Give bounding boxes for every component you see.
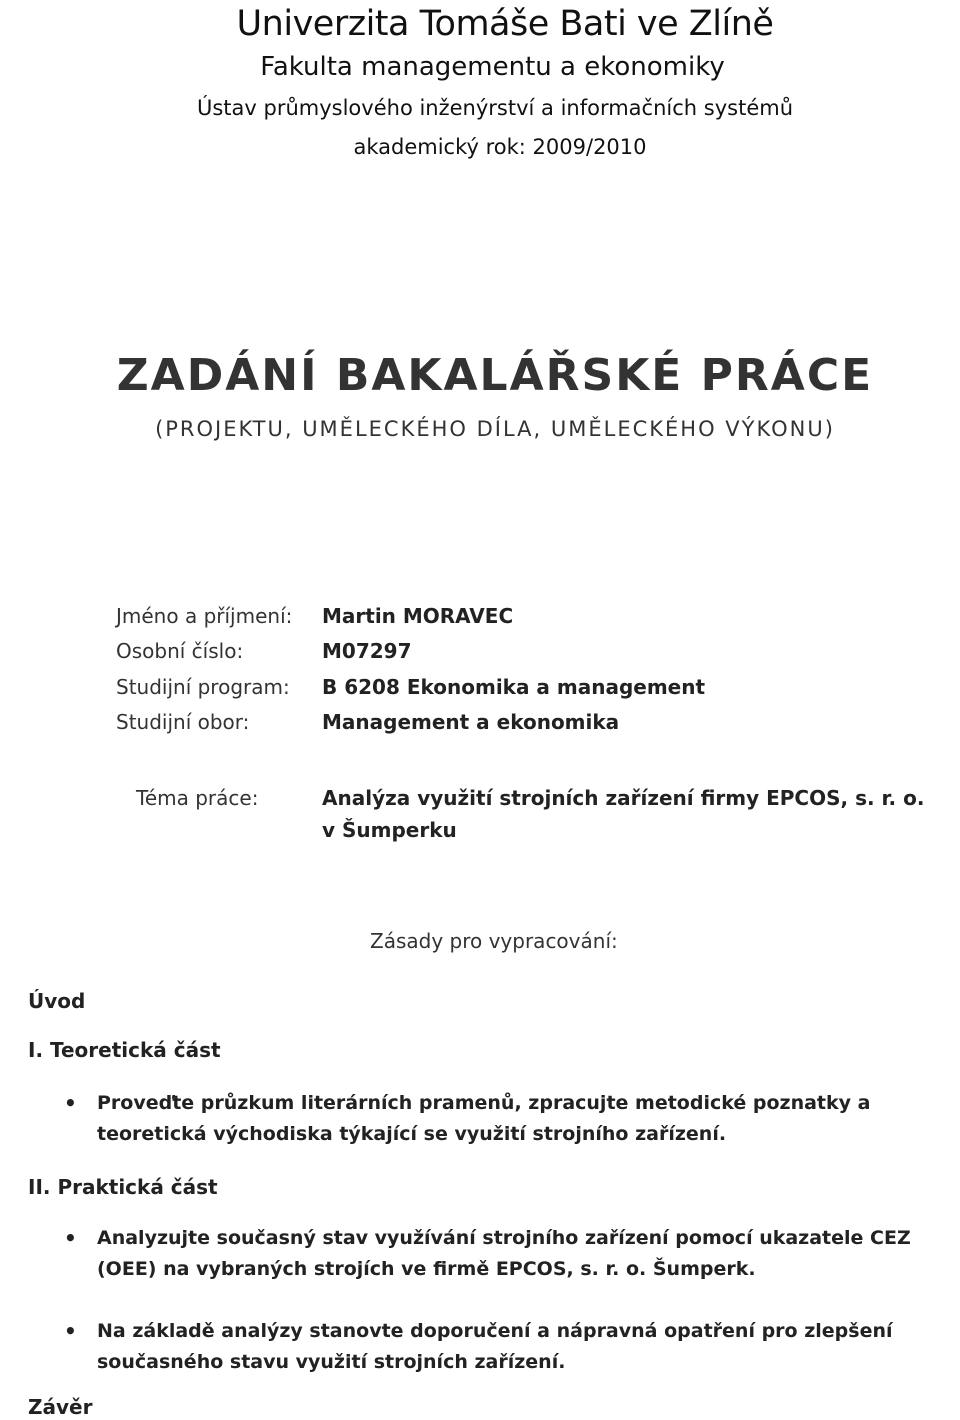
list-item	[64, 1088, 957, 1150]
topic-label: Téma práce:	[136, 786, 259, 810]
list-item	[64, 1223, 957, 1285]
topic-value-line2: v Šumperku	[322, 818, 457, 842]
section-intro-heading: Úvod	[28, 989, 86, 1013]
list-item-text: Na základě analýzy stanovte doporučení a nápravná opatření pro zlepšení současného stavu využití strojních zařízení.	[97, 1320, 893, 1373]
list-item	[64, 1316, 957, 1378]
section-theory-heading: I. Teoretická část	[28, 1038, 221, 1062]
name-value: Martin MORAVEC	[322, 604, 514, 628]
section-conclusion-heading: Závěr	[28, 1395, 93, 1419]
document-title: ZADÁNÍ BAKALÁŘSKÉ PRÁCE	[116, 350, 874, 401]
study-field-value: Management a ekonomika	[322, 710, 620, 734]
bullet-icon: •	[64, 1226, 77, 1250]
faculty-name: Fakulta managementu a ekonomiky	[260, 52, 725, 82]
personal-number-label: Osobní číslo:	[116, 639, 244, 663]
institute-name: Ústav průmyslového inženýrství a informačních systémů	[196, 96, 794, 120]
university-name: Univerzita Tomáše Bati ve Zlíně	[236, 4, 774, 44]
bullet-icon: •	[64, 1319, 77, 1343]
study-program-label: Studijní program:	[116, 675, 290, 699]
name-label: Jméno a příjmení:	[116, 604, 293, 628]
list-item-text: Proveďte průzkum literárních pramenů, zpracujte metodické poznatky a teoretická východiska týkající se využití strojního zařízení.	[97, 1092, 871, 1145]
section-practice-heading: II. Praktická část	[28, 1175, 218, 1199]
bullet-icon: •	[64, 1091, 77, 1115]
study-program-value: B 6208 Ekonomika a management	[322, 675, 706, 699]
personal-number-value: M07297	[322, 639, 412, 663]
document-subtitle: (PROJEKTU, UMĚLECKÉHO DÍLA, UMĚLECKÉHO VÝKONU)	[155, 417, 835, 441]
list-item-text: Analyzujte současný stav využívání strojního zařízení pomocí ukazatele CEZ (OEE) na vybraných strojích ve firmě EPCOS, s. r. o. Šumperk.	[97, 1227, 911, 1280]
guidelines-heading: Zásady pro vypracování:	[370, 929, 618, 953]
academic-year: akademický rok: 2009/2010	[353, 135, 647, 159]
topic-value-line1: Analýza využití strojních zařízení firmy EPCOS, s. r. o.	[322, 786, 925, 810]
study-field-label: Studijní obor:	[116, 710, 250, 734]
